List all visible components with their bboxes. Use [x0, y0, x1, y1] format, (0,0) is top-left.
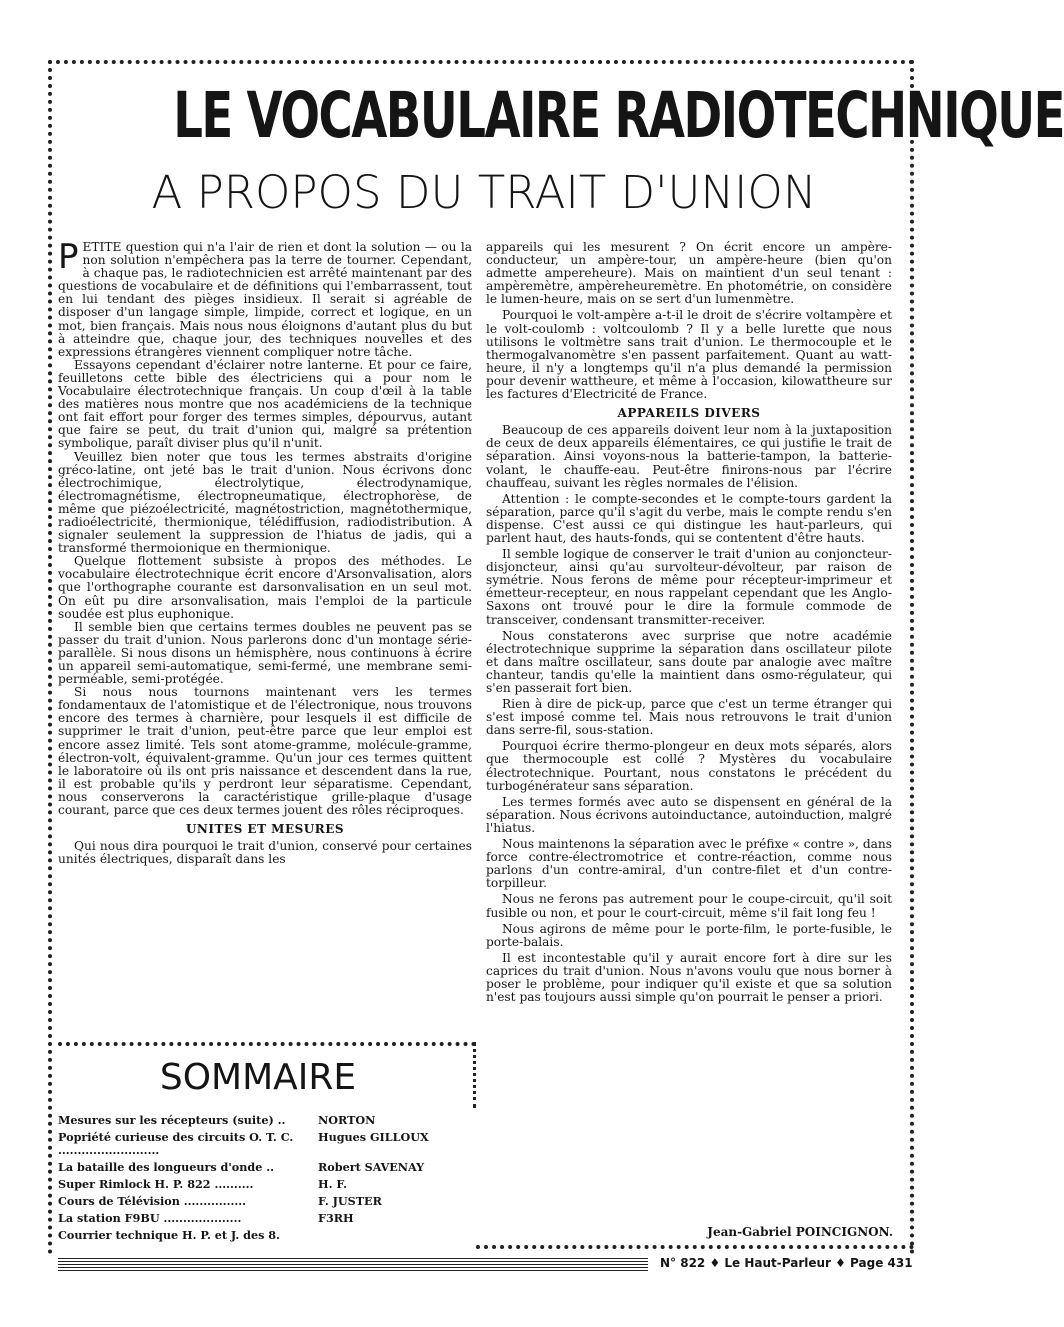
paragraph: Pourquoi le volt-ampère a-t-il le droit de s'écrire voltampère et le volt-coulomb : voltcoulomb ? Il y a belle lurette que nous utilisons le voltmètre sans trait d'union. Le thermocouple et le thermogalvanomètre s'en passent parfaitement. Quant au watt-heure, il n'y a longtemps qu'il n'a plus demandé la permission pour devenir wattheure, et même à l'occasion, kilowattheure sur les factures d'Electricité de France. [486, 308, 892, 402]
paragraph: Beaucoup de ces appareils doivent leur nom à la juxtaposition de ceux de deux appareils élémentaires, ce qui justifie le trait de séparation. Ainsi voyons-nous la batterie-tampon, la batterie-volant, le chauffe-eau. Peut-être finirons-nous par l'écrire chauffeau, suivant les règles normales de l'élision. [486, 423, 892, 490]
list-item: Super Rimlock H. P. 822 .......... H. F. [58, 1177, 348, 1191]
page-title: LE VOCABULAIRE RADIOTECHNIQUE [173, 79, 1064, 152]
paragraph: Veuillez bien noter que tous les termes abstraits d'origine gréco-latine, ont jeté bas le trait d'union. Nous écrivons donc électrochimique, électrolytique, électrodynamique, électromagnétisme, électropneumatique, électrophorèse, de même que piézoélectricité, magnétostriction, magnétothermique, radioélectricité, thermionique, télédiffusion, radiodistribution. A signaler seulement la suppression de l'hiatus de jadis, qui a transformé thermoionique en thermionique. [58, 449, 472, 556]
paragraph: appareils qui les mesurent ? On écrit encore un ampère-conducteur, un ampère-tour, un ampère-heure (bien qu'on admette ampereheure). Mais on maintient d'un seul tenant : ampèremètre, ampèreheuremètre. En photométrie, on considère le lumen-heure, mais on se sert d'un lumenmètre. [486, 240, 892, 307]
footer-rule [58, 1258, 648, 1272]
section-heading: UNITES ET MESURES [185, 822, 345, 837]
section-heading: APPAREILS DIVERS [617, 406, 761, 421]
page-subtitle: A PROPOS DU TRAIT D'UNION [151, 166, 817, 219]
list-item: Mesures sur les récepteurs (suite) .. NORTON [58, 1113, 376, 1127]
paragraph: Les termes formés avec auto se dispensent en général de la séparation. Nous écrivons autoinductance, autoinduction, malgré l'hiatus. [486, 794, 892, 835]
paragraph: Nous constaterons avec surprise que notre académie électrotechnique supprime la séparation dans oscillateur pilote et dans maître oscillateur, sans doute par analogie avec maître chanteur, tandis qu'elle la maintient dans osmo-régulateur, qui s'en passerait fort bien. [486, 628, 892, 695]
page-footer: N° 822 ♦ Le Haut-Parleur ♦ Page 431 [660, 1256, 913, 1270]
intro-paragraph: PETITE question qui n'a l'air de rien et dont la solution — ou la non solution n'empêchera pas la terre de tourner. Cependant, à chaque pas, le radiotechnicien est arrêté maintenant par des questions de vocabulaire et de définitions qui l'embarrassent, tout en lui tendant des pièges insidieux. Il serait si agréable de disposer d'un langage simple, limpide, correct et logique, en un mot, bien français. Mais nous nous éloignons d'autant plus du but à atteindre que, chaque jour, des techniques nouvelles et des expressions étrangères viennent compliquer notre tâche. [58, 237, 472, 359]
left-column [58, 237, 472, 867]
paragraph: Nous ne ferons pas autrement pour le coupe-circuit, qu'il soit fusible ou non, et pour le court-circuit, même s'il fait long feu ! [486, 892, 892, 920]
list-item: La bataille des longueurs d'onde .. Robert SAVENAY [58, 1160, 425, 1174]
paragraph: Il est incontestable qu'il y aurait encore fort à dire sur les caprices du trait d'union. Nous n'avons voulu que nous borner à poser le problème, pour indiquer qu'il existe et que sa solution n'est pas toujours aussi simple qu'on pourrait le penser a priori. [486, 950, 892, 1005]
list-item: Courrier technique H. P. et J. des 8. [58, 1228, 280, 1242]
list-item: Cours de Télévision ................ F. JUSTER [58, 1194, 382, 1208]
paragraph: Qui nous dira pourquoi le trait d'union, conservé pour certaines unités électriques, disparaît dans les [58, 839, 472, 867]
paragraph: Rien à dire de pick-up, parce que c'est un terme étranger qui s'est imposé comme tel. Mais nous retrouvons le trait d'union dans serre-fil, sous-station. [486, 697, 892, 738]
sommaire-title: SOMMAIRE [159, 1057, 357, 1098]
paragraph: Quelque flottement subsiste à propos des méthodes. Le vocabulaire électrotechnique écrit encore d'Arsonvalisation, alors que l'orthographe courante est darsonvalisation en un seul mot. On eût pu dire arsonvalisation, mais l'emploi de la particule soudée est plus euphonique. [58, 554, 472, 621]
paragraph: Attention : le compte-secondes et le compte-tours gardent la séparation, parce qu'il s'agit du verbe, mais le compte rendu s'en dispense. C'est aussi ce qui distingue les haut-parleurs, qui parlent haut, des hauts-fonds, qui se contentent d'être hauts. [486, 491, 892, 545]
divider [473, 1042, 476, 1108]
paragraph: Nous agirons de même pour le porte-film, le porte-fusible, le porte-balais. [486, 921, 892, 949]
paragraph: Si nous nous tournons maintenant vers les termes fondamentaux de l'atomistique et de l'électronique, nous trouvons encore des termes à charnière, pour lesquels il est difficile de supprimer le trait d'union, peut-être parce que leur emploi est encore assez limité. Tels sont atome-gramme, molécule-gramme, électron-volt, équivalent-gramme. Qu'un jour ces termes quittent le laboratoire où ils ont pris naissance et descendent dans la rue, il est probable qu'ils y perdront leur séparatisme. Cependant, nous conserverons la caractéristique grille-plaque d'usage courant, parce que ces deux termes jouent des rôles réciproques. [58, 685, 472, 818]
divider [476, 1245, 914, 1249]
paragraph: Pourquoi écrire thermo-plongeur en deux mots séparés, alors que thermocouple est collé ? Mystères du vocabulaire électrotechnique. Pourtant, nous constatons le précédent du turbogénérateur sans séparation. [486, 739, 892, 793]
sommaire-list [58, 1114, 468, 1246]
sommaire-box [58, 1042, 476, 1250]
list-item: La station F9BU .................... F3RH [58, 1211, 354, 1225]
paragraph: Nous maintenons la séparation avec le préfixe « contre », dans force contre-électromotrice et contre-réaction, comme nous parlons d'un contre-amiral, d'un contre-filet et d'un contre-torpilleur. [486, 837, 892, 891]
author-signature: Jean-Gabriel POINCIGNON. [707, 1225, 893, 1239]
paragraph: Essayons cependant d'éclairer notre lanterne. Et pour ce faire, feuilletons cette bible des électriciens qui a pour nom le Vocabulaire électrotechnique français. Un coup d'œil à la table des matières nous montre que nos académiciens de la technique ont fait effort pour forger des termes simples, dépourvus, autant que faire se peut, du trait d'union qui, malgré sa prétention symbolique, paraît diviser plus qu'il n'unit. [58, 357, 472, 451]
right-column [486, 241, 892, 1007]
paragraph: Il semble logique de conserver le trait d'union au conjoncteur-disjoncteur, ainsi qu'au survolteur-dévolteur, par raison de symétrie. Nous ferons de même pour récepteur-imprimeur et émetteur-recepteur, en nous rappelant cependant que les Anglo-Saxons ont trouvé pour le dire la formule commode de transceiver, condensant transmitter-receiver. [486, 547, 892, 627]
drop-cap: P [58, 237, 79, 277]
divider [58, 1042, 476, 1046]
list-item: Popriété curieuse des circuits O. T. C. .......................... Hugues GILLOUX [58, 1130, 429, 1157]
paragraph: Il semble bien que certains termes doubles ne peuvent pas se passer du trait d'union. Nous parlerons donc d'un montage série-parallèle. Si nous disons un hémisphère, nous continuons à écrire un appareil semi-automatique, semi-fermé, une membrane semi-perméable, semi-protégée. [58, 619, 472, 687]
